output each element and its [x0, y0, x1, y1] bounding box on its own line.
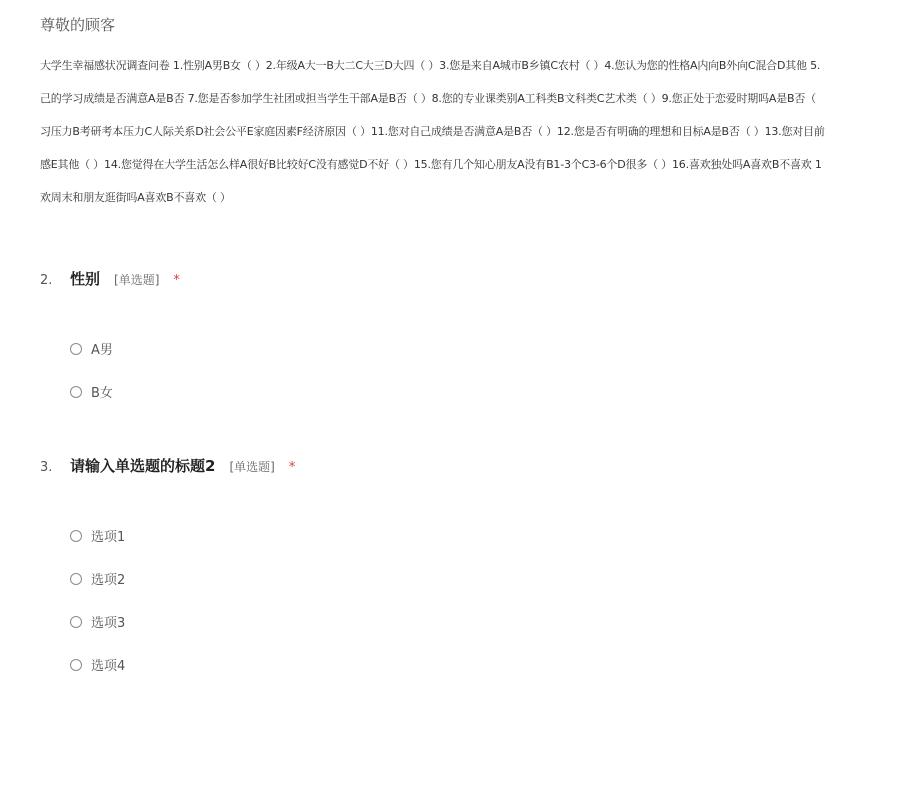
question-number: 2. — [40, 273, 53, 288]
question-gender — [40, 268, 860, 401]
description-line: 习压力B考研考本压力C人际关系D社会公平E家庭因素F经济原因（ ）11.您对自己成绩是否满意A是B否（ ）12.您是否有明确的理想和目标A是B否（ ）13.您对目前 — [40, 125, 825, 138]
description-line: 大学生幸福感状况调查问卷 1.性别A男B女（ ）2.年级A大一B大二C大三D大四（ ）3.您是来自A城市B乡镇C农村（ ）4.您认为您的性格A内向B外向C混合D其他 5. — [40, 59, 821, 72]
question-title: 性别 — [70, 270, 101, 288]
question-number: 3. — [40, 460, 53, 475]
option-label: 选项4 — [91, 659, 126, 674]
option-label: 选项3 — [91, 616, 126, 631]
radio-button[interactable] — [70, 386, 82, 398]
options-list — [70, 327, 113, 413]
radio-button[interactable] — [70, 659, 82, 671]
option-label: B女 — [91, 386, 113, 401]
question-type: [单选题] — [114, 273, 160, 287]
required-mark: * — [173, 273, 180, 288]
survey-description — [40, 55, 900, 220]
description-line: 己的学习成绩是否满意A是B否 7.您是否参加学生社团或担当学生干部A是B否（ ）8.您的专业课类别A工科类B文科类C艺术类（ ）9.您正处于恋爱时期吗A是B否（ — [40, 92, 816, 105]
option-1[interactable] — [70, 514, 125, 557]
question-header — [40, 268, 860, 289]
radio-button[interactable] — [70, 573, 82, 585]
option-4[interactable] — [70, 643, 125, 686]
question-single-choice-2 — [40, 455, 860, 674]
question-title: 请输入单选题的标题2 — [70, 457, 216, 475]
required-mark: * — [288, 460, 296, 475]
options-list — [70, 514, 125, 686]
radio-button[interactable] — [70, 616, 82, 628]
option-label: 选项1 — [91, 530, 126, 545]
description-line: 欢周末和朋友逛街吗A喜欢B不喜欢（ ） — [40, 191, 231, 204]
option-male[interactable] — [70, 327, 113, 370]
description-line: 感E其他（ ）14.您觉得在大学生活怎么样A很好B比较好C没有感觉D不好（ ）15.您有几个知心朋友A没有B1-3个C3-6个D很多（ ）16.喜欢独处吗A喜欢B不喜欢 1 — [40, 158, 822, 171]
option-2[interactable] — [70, 557, 125, 600]
option-female[interactable] — [70, 370, 113, 413]
option-3[interactable] — [70, 600, 125, 643]
survey-greeting: 尊敬的顾客 — [40, 16, 116, 34]
radio-button[interactable] — [70, 343, 82, 355]
option-label: 选项2 — [91, 573, 126, 588]
option-label: A男 — [91, 343, 113, 358]
question-header — [40, 455, 860, 476]
radio-button[interactable] — [70, 530, 82, 542]
question-type: [单选题] — [229, 460, 275, 474]
